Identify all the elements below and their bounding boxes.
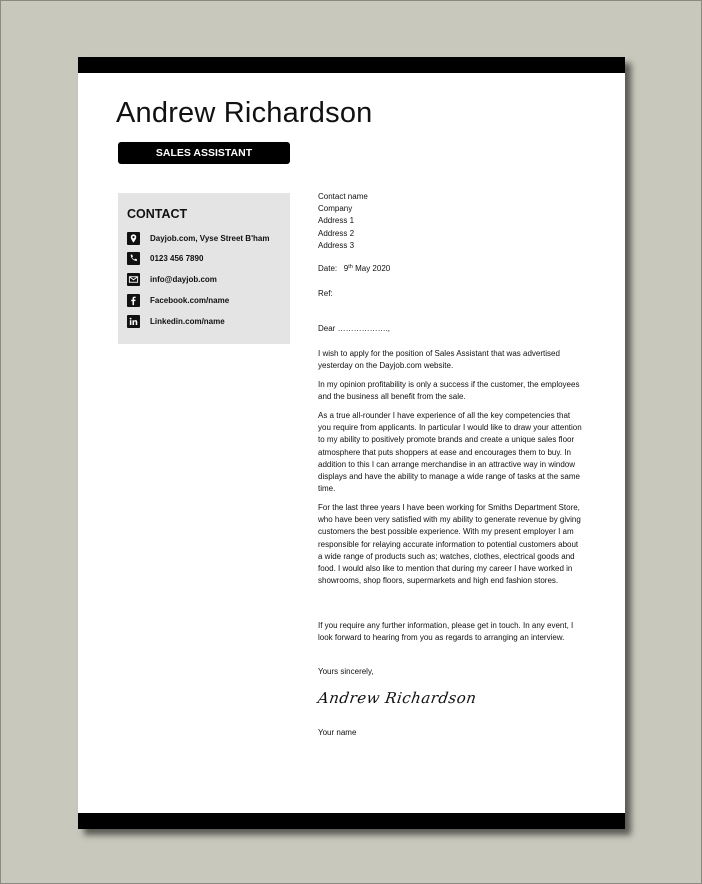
letter-paragraph: In my opinion profitability is only a success if the customer, the employees and the business all benefit from the sale. [318,380,580,402]
recipient-address-1: Address 1 [318,216,355,226]
contact-address [127,231,269,245]
recipient-address [318,191,368,252]
date-suffix: th [348,264,353,270]
contact-address-text: Dayjob.com, Vyse Street B'ham [150,233,270,243]
recipient-address-2: Address 2 [318,228,355,238]
contact-email-text: info@dayjob.com [150,274,217,284]
job-title-badge: SALES ASSISTANT [118,142,290,164]
letter-paragraph: As a true all-rounder I have experience of all the key competencies that you require from applicants. In particular I would like to draw your attention to my ability to positively promote brands and create a unique sales floor atmosphere that puts shoppers at ease and encourages them to buy. In addition to this I can arrange merchandise in an attractive way in window displays and have the ability to manage a wide range of tasks at the same time. [318,411,582,494]
email-icon [127,273,140,286]
date-day: 9 [343,264,349,273]
contact-heading: CONTACT [127,207,188,221]
contact-facebook [127,293,229,307]
letter-paragraph: If you require any further information, please get in touch. In any event, I look forward to hearing from you as regards to arranging an interview. [318,621,574,643]
contact-panel [118,193,290,344]
contact-linkedin [127,314,225,328]
date-month-year: May 2020 [355,264,391,273]
linkedin-icon [127,315,140,328]
letter-paragraph: I wish to apply for the position of Sales Assistant that was advertised yesterday on the Dayjob.com website. [318,349,560,371]
applicant-name: Andrew Richardson [116,97,373,129]
date-label: Date: [318,264,338,273]
salutation: Dear ………………., [318,324,391,333]
recipient-contact-name: Contact name [318,192,368,201]
recipient-company: Company [318,204,353,214]
contact-email [127,272,217,286]
closing-line: Yours sincerely, [318,667,374,676]
letter-date [318,264,390,273]
handwritten-signature: Andrew Richardson [316,689,478,707]
phone-icon [127,252,140,265]
top-black-bar [78,57,625,73]
contact-linkedin-text: Linkedin.com/name [150,316,225,326]
contact-phone-text: 0123 456 7890 [150,253,204,263]
contact-facebook-text: Facebook.com/name [150,295,230,305]
reference-label: Ref: [318,289,333,298]
cover-letter-page [78,57,625,829]
location-pin-icon [127,232,140,245]
facebook-icon [127,294,140,307]
letter-paragraph: For the last three years I have been working for Smiths Department Store, who have been very satisfied with my ability to generate revenue by giving customers the best possible experience. With my present employer I am responsible for relaying accurate information to potential customers about a wide range of products such as; watches, clothes, electrical goods and food. I would also like to mention that during my career I have worked in showrooms, shop floors, supermarkets and high end fashion stores. [318,503,581,586]
recipient-address-3: Address 3 [318,240,355,250]
signoff-name: Your name [318,728,357,737]
contact-phone [127,251,203,265]
bottom-black-bar [78,813,625,829]
